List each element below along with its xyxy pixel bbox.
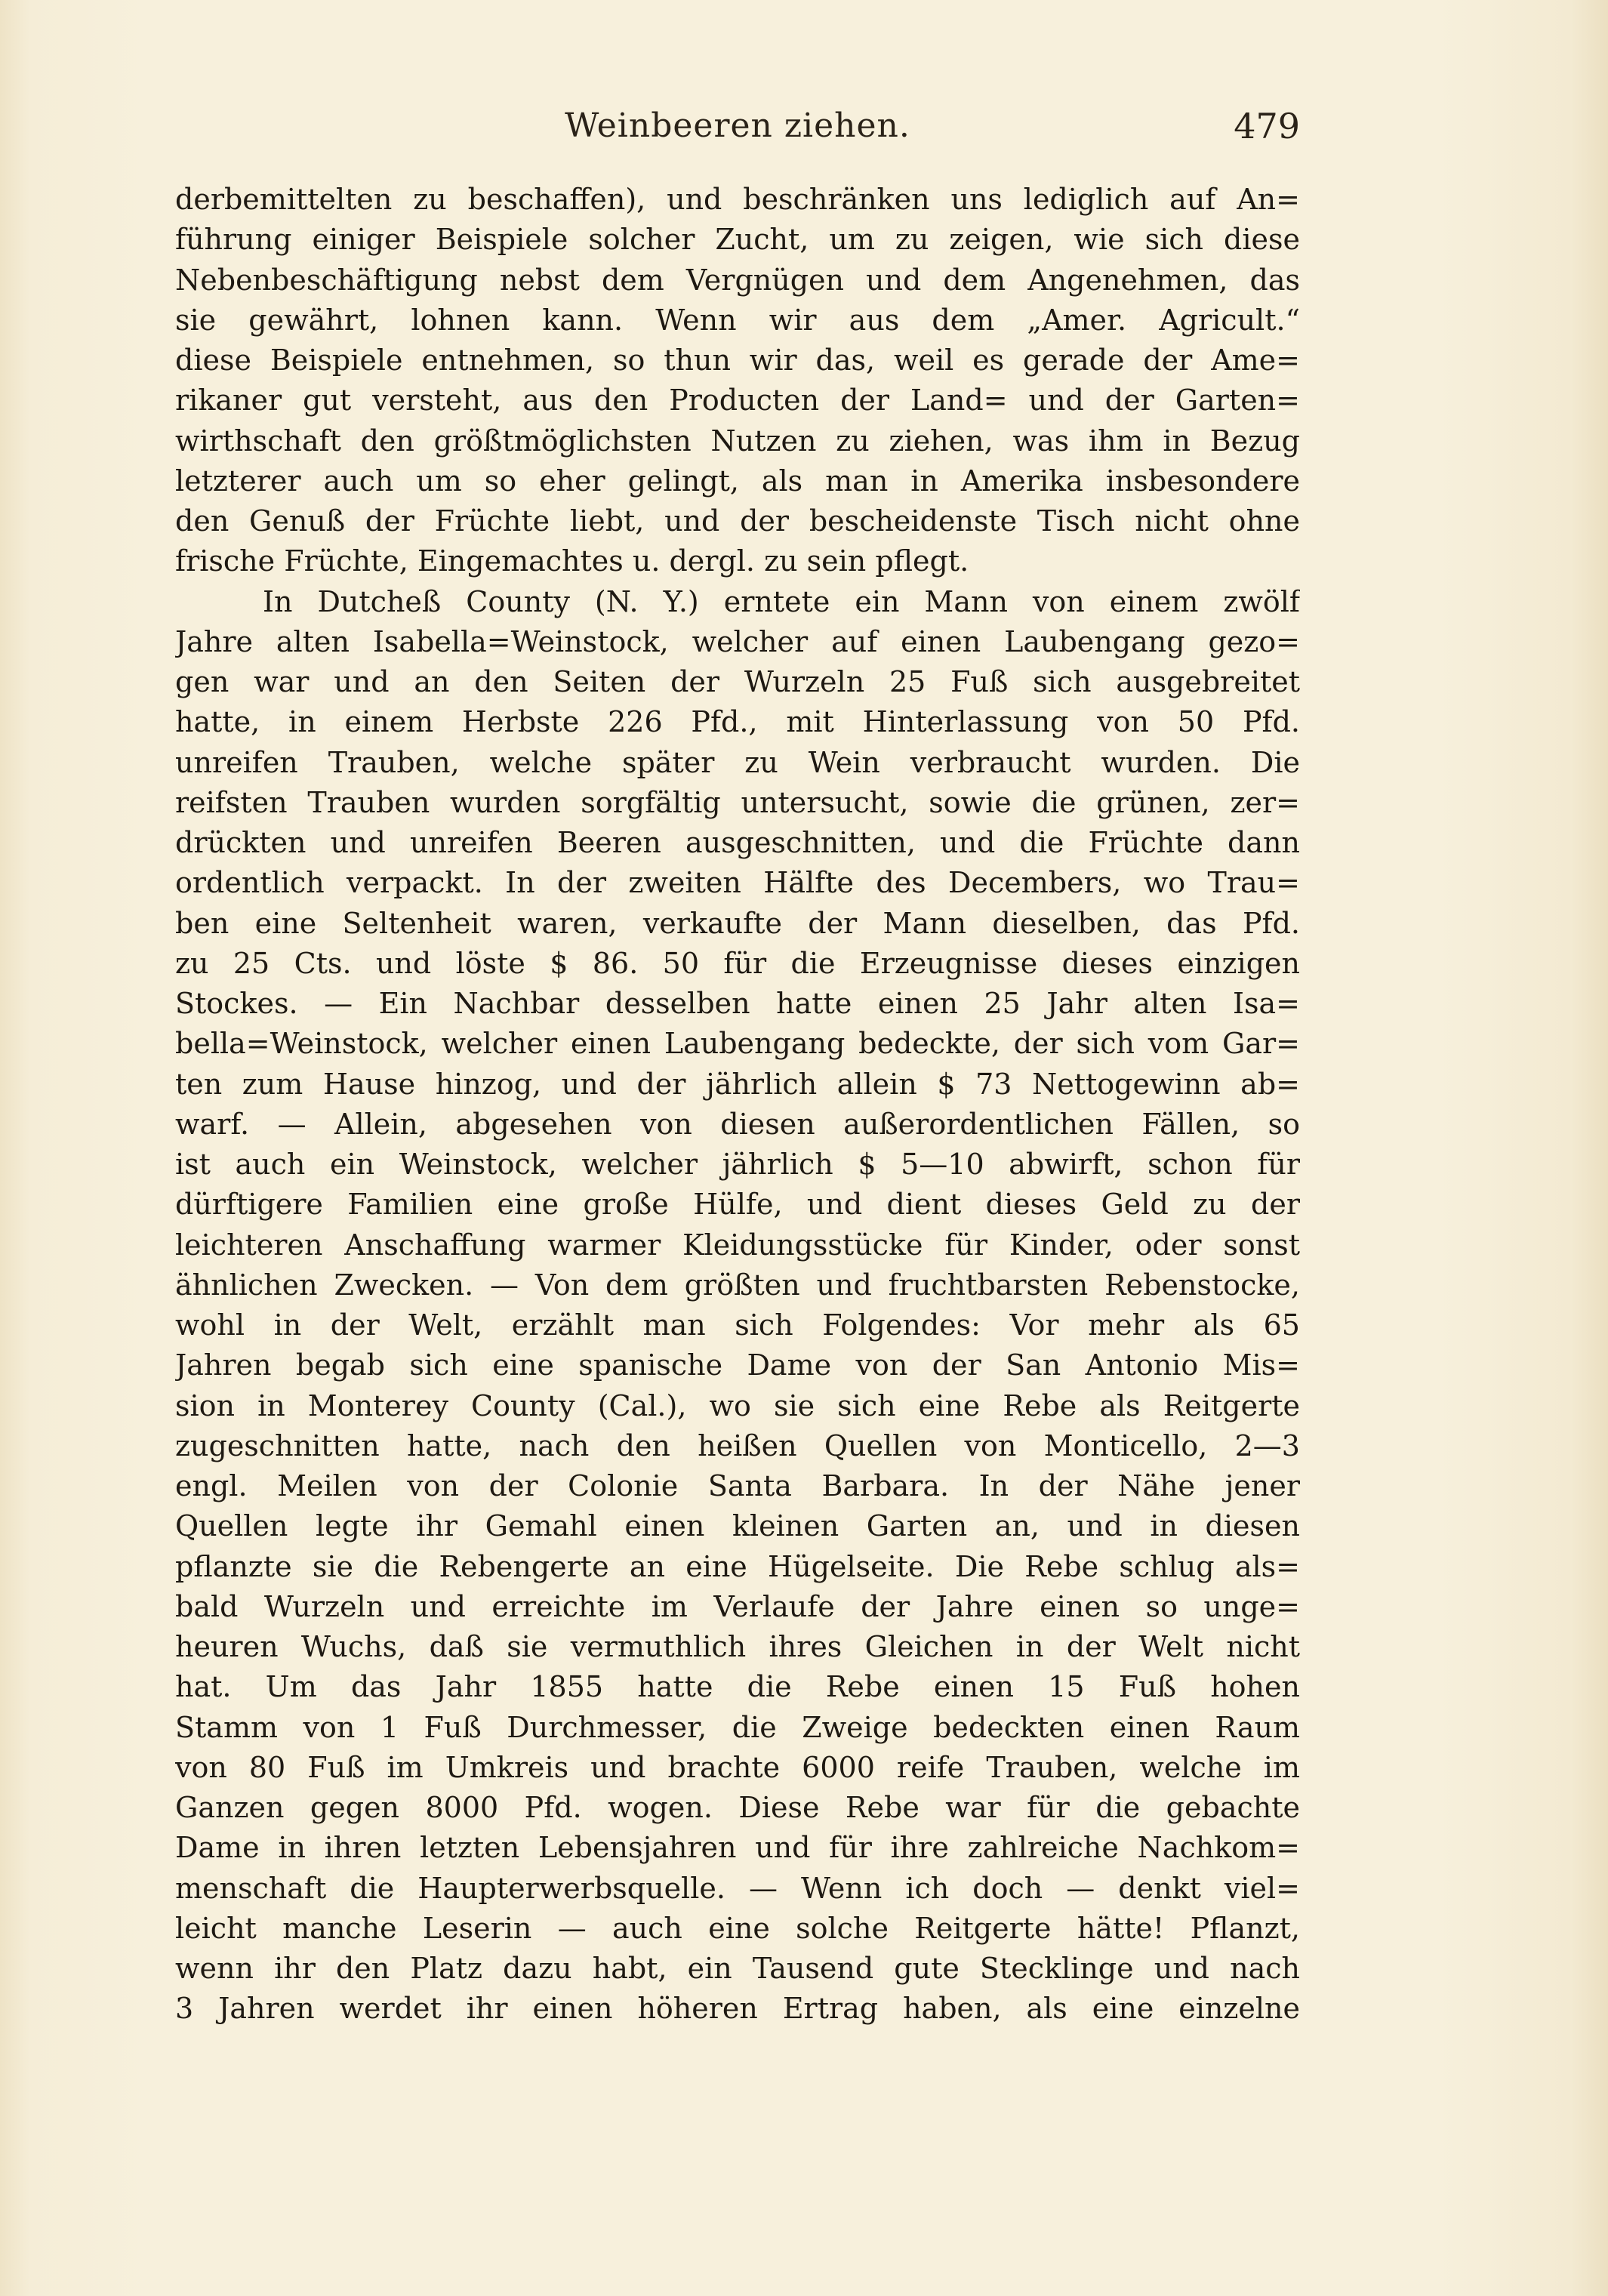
text-line: Nebenbeschäftigung nebst dem Vergnügen und dem Angenehmen, das (175, 263, 1300, 297)
text-line: ordentlich verpackt. In der zweiten Hälfte des Decembers, wo Trau= (175, 866, 1300, 900)
text-line: wenn ihr den Platz dazu habt, ein Tausend gute Stecklinge und nach (175, 1952, 1300, 1985)
text-line: heuren Wuchs, daß sie vermuthlich ihres Gleichen in der Welt nicht (175, 1630, 1300, 1663)
paragraph-end-line: frische Früchte, Eingemachtes u. dergl. zu sein pflegt. (175, 544, 969, 578)
text-line: von 80 Fuß im Umkreis und brachte 6000 reife Trauben, welche im (175, 1750, 1300, 1784)
text-line: rikaner gut versteht, aus den Producten der Land= und der Garten= (175, 384, 1300, 418)
text-line: engl. Meilen von der Colonie Santa Barbara. In der Nähe jener (175, 1469, 1300, 1502)
text-line: ten zum Hause hinzog, und der jährlich allein $ 73 Nettogewinn ab= (175, 1067, 1300, 1101)
text-line: Dame in ihren letzten Lebensjahren und für ihre zahlreiche Nachkom= (175, 1831, 1300, 1865)
text-line: sion in Monterey County (Cal.), wo sie sich eine Rebe als Reitgerte (175, 1388, 1300, 1422)
text-line: bald Wurzeln und erreichte im Verlaufe der Jahre einen so unge= (175, 1589, 1300, 1623)
text-line: derbemittelten zu beschaffen), und beschränken uns lediglich auf An= (175, 183, 1300, 216)
text-line: pflanzte sie die Rebengerte an eine Hügelseite. Die Rebe schlug als= (175, 1549, 1300, 1583)
text-line: menschaft die Haupterwerbsquelle. — Wenn ich doch — denkt viel= (175, 1871, 1300, 1905)
text-line: Stamm von 1 Fuß Durchmesser, die Zweige bedeckten einen Raum (175, 1710, 1300, 1744)
text-line: drückten und unreifen Beeren ausgeschnitten, und die Früchte dann (175, 826, 1300, 859)
text-line: letzterer auch um so eher gelingt, als man in Amerika insbesondere (175, 464, 1300, 498)
text-line: Jahren begab sich eine spanische Dame von der San Antonio Mis= (175, 1348, 1300, 1382)
text-line: Ganzen gegen 8000 Pfd. wogen. Diese Rebe war für die gebachte (175, 1791, 1300, 1824)
page-number: 479 (1234, 106, 1300, 146)
text-line: wirthschaft den größtmöglichsten Nutzen zu ziehen, was ihm in Bezug (175, 424, 1300, 458)
text-line: ist auch ein Weinstock, welcher jährlich $ 5—10 abwirft, schon für (175, 1148, 1300, 1181)
text-line: 3 Jahren werdet ihr einen höheren Ertrag haben, als eine einzelne (175, 1992, 1300, 2026)
text-line: sie gewährt, lohnen kann. Wenn wir aus dem „Amer. Agricult.“ (175, 303, 1300, 337)
running-title: Weinbeeren ziehen. (565, 106, 910, 145)
text-line: zugeschnitten hatte, nach den heißen Quellen von Monticello, 2—3 (175, 1428, 1300, 1462)
paragraph-start-line: In Dutcheß County (N. Y.) erntete ein Mann von einem zwölf (263, 584, 1300, 618)
text-line: hatte, in einem Herbste 226 Pfd., mit Hinterlassung von 50 Pfd. (175, 705, 1300, 739)
text-line: dürftigere Familien eine große Hülfe, und dient dieses Geld zu der (175, 1188, 1300, 1222)
text-line: leicht manche Leserin — auch eine solche Reitgerte hätte! Pflanzt, (175, 1911, 1300, 1945)
text-line: leichteren Anschaffung warmer Kleidungsstücke für Kinder, oder sonst (175, 1228, 1300, 1262)
body-text (175, 180, 1300, 2029)
text-line: wohl in der Welt, erzählt man sich Folgendes: Vor mehr als 65 (175, 1308, 1300, 1342)
text-line: führung einiger Beispiele solcher Zucht, um zu zeigen, wie sich diese (175, 223, 1300, 257)
text-line: ben eine Seltenheit waren, verkaufte der Mann dieselben, das Pfd. (175, 906, 1300, 940)
text-line: den Genuß der Früchte liebt, und der bescheidenste Tisch nicht ohne (175, 504, 1300, 538)
text-line: warf. — Allein, abgesehen von diesen außerordentlichen Fällen, so (175, 1107, 1300, 1141)
text-line: Quellen legte ihr Gemahl einen kleinen Garten an, und in diesen (175, 1509, 1300, 1543)
text-line: zu 25 Cts. und löste $ 86. 50 für die Erzeugnisse dieses einzigen (175, 946, 1300, 980)
text-line: unreifen Trauben, welche später zu Wein verbraucht wurden. Die (175, 745, 1300, 779)
text-line: ähnlichen Zwecken. — Von dem größten und fruchtbarsten Rebenstocke, (175, 1268, 1300, 1302)
running-head (175, 100, 1300, 153)
text-line: hat. Um das Jahr 1855 hatte die Rebe einen 15 Fuß hohen (175, 1670, 1300, 1704)
text-line: Jahre alten Isabella=Weinstock, welcher auf einen Laubengang gezo= (175, 624, 1300, 658)
text-line: bella=Weinstock, welcher einen Laubengang bedeckte, der sich vom Gar= (175, 1027, 1300, 1061)
text-line: Stockes. — Ein Nachbar desselben hatte einen 25 Jahr alten Isa= (175, 987, 1300, 1020)
text-line: reifsten Trauben wurden sorgfältig untersucht, sowie die grünen, zer= (175, 785, 1300, 819)
text-line: diese Beispiele entnehmen, so thun wir das, weil es gerade der Ame= (175, 344, 1300, 377)
text-line: gen war und an den Seiten der Wurzeln 25 Fuß sich ausgebreitet (175, 665, 1300, 698)
